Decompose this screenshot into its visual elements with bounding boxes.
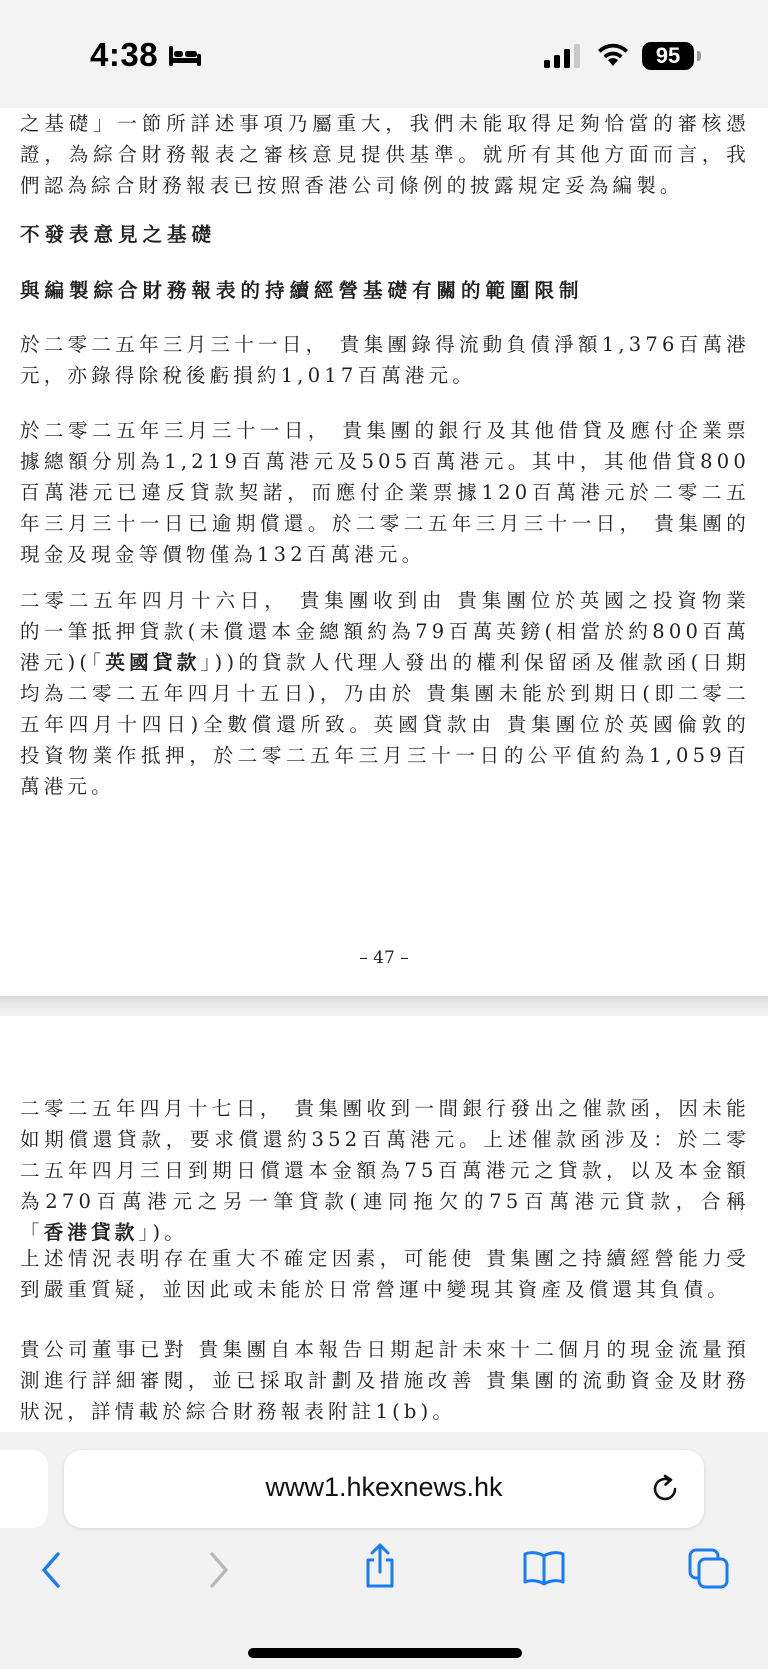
battery-cap (697, 51, 701, 61)
back-icon[interactable] (36, 1548, 66, 1592)
signal-icon (544, 44, 584, 68)
status-bar (0, 0, 768, 108)
paragraph-uk-loan-text-1: 二零二五年四月十六日， 貴集團收到由 貴集團位於英國之投資物業的一筆抵押貸款(未償還本金總額約為79百萬英鎊(相當於約800百萬港元)(「 (20, 589, 750, 674)
url-text[interactable]: www1.hkexnews.hk (265, 1472, 503, 1502)
document-page-48 (0, 1016, 768, 1432)
forward-icon[interactable] (204, 1548, 234, 1592)
address-bar[interactable] (64, 1450, 704, 1528)
paragraph-borrowings: 於二零二五年三月三十一日， 貴集團的銀行及其他借貸及應付企業票據總額分別為1,219百萬港元及505百萬港元。其中，其他借貸800百萬港元已違反貸款契諾，而應付企業票據120百萬港元於二零二五年三月三十一日已逾期償還。於二零二五年三月三十一日， 貴集團的現金及現金等價物僅為132百萬港元。 (20, 419, 750, 566)
paragraph-uk-loan-text-2: 」))的貸款人代理人發出的權利保留函及催款函(日期均為二零二五年四月十五日)，乃由於 貴集團未能於到期日(即二零二五年四月十四日)全數償還所致。英國貸款由 貴集團位於英國倫敦的投資物業作抵押，於二零二五年三月三十一日的公平值約為1,059百萬港元。 (20, 651, 750, 798)
heading-scope-limitation: 與編製綜合財務報表的持續經營基礎有關的範圍限制 (20, 279, 584, 302)
page-separator (0, 996, 768, 1016)
paragraph-hk-loan (20, 1093, 750, 1248)
wifi-icon (596, 42, 630, 68)
bookmarks-icon[interactable] (522, 1548, 566, 1588)
document-page-47 (0, 108, 768, 996)
home-indicator (248, 1648, 522, 1658)
tabs-icon[interactable] (688, 1548, 730, 1590)
paragraph-net-liabilities: 於二零二五年三月三十一日， 貴集團錄得流動負債淨額1,376百萬港元，亦錄得除稅後虧損約1,017百萬港元。 (20, 333, 750, 387)
battery-level: 95 (655, 43, 681, 68)
paragraph-uk-loan (20, 585, 750, 802)
paragraph-hk-loan-text-1: 二零二五年四月十七日， 貴集團收到一間銀行發出之催款函，因未能如期償還貸款，要求償還約352百萬港元。上述催款函涉及：於二零二五年四月三日到期日償還本金額為75百萬港元之貸款，以及本金額為270百萬港元之另一筆貸款(連同拖欠的75百萬港元貸款，合稱「 (20, 1097, 750, 1244)
hk-loan-term: 香港貸款 (43, 1221, 139, 1244)
paragraph-hk-loan-text-2: 」)。 (138, 1221, 188, 1244)
paragraph-directors-review: 貴公司董事已對 貴集團自本報告日期起計未來十二個月的現金流量預測進行詳細審閱，並已採取計劃及措施改善 貴集團的流動資金及財務狀況，詳情載於綜合財務報表附註1(b)。 (20, 1338, 750, 1423)
paragraph-uncertainty: 上述情況表明存在重大不確定因素，可能使 貴集團之持續經營能力受到嚴重質疑，並因此或未能於日常營運中變現其資產及償還其負債。 (20, 1247, 750, 1301)
battery-icon (642, 42, 694, 70)
bed-icon (168, 44, 202, 68)
browser-chrome (0, 1432, 768, 1669)
page-number: – 47 – (359, 948, 409, 968)
intro-paragraph: 之基礎」一節所詳述事項乃屬重大，我們未能取得足夠恰當的審核憑證，為綜合財務報表之審核意見提供基準。就所有其他方面而言，我們認為綜合財務報表已按照香港公司條例的披露規定妥為編製。 (20, 112, 750, 197)
status-time: 4:38 (90, 36, 159, 73)
reload-icon[interactable] (650, 1474, 680, 1504)
uk-loan-term: 英國貸款 (105, 651, 201, 674)
share-icon[interactable] (362, 1542, 398, 1590)
heading-basis-for-disclaimer: 不發表意見之基礎 (20, 223, 217, 246)
previous-tab-preview[interactable] (0, 1450, 48, 1528)
